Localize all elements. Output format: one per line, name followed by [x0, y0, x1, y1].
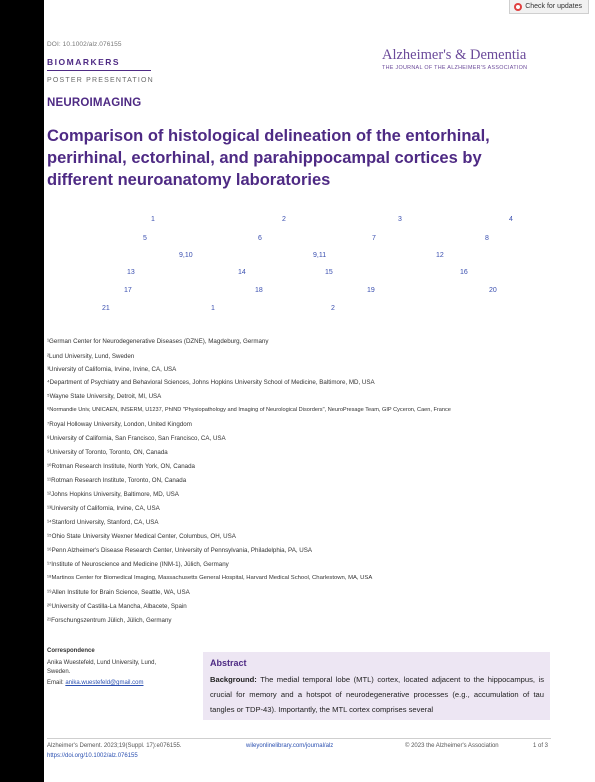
author-superscript[interactable]: 2: [282, 216, 286, 223]
footer-page-number: 1 of 3: [533, 743, 549, 749]
author-superscript[interactable]: 19: [367, 287, 375, 294]
affiliation-item: ²¹Forschungszentrum Jülich, Jülich, Germany: [47, 617, 172, 624]
abstract-text: [210, 672, 544, 717]
page-edge-band: [0, 0, 44, 782]
correspondence-name: Anika Wuestefeld, Lund University, Lund, Sweden.: [47, 660, 157, 675]
author-superscript[interactable]: 8: [485, 235, 489, 242]
article-title: Comparison of histological delineation of the entorhinal, perirhinal, ectorhinal, and parahippocampal cortices by different neuroanatomy laboratories: [47, 127, 490, 189]
affiliation-item: ⁹University of Toronto, Toronto, ON, Canada: [47, 449, 168, 456]
author-superscript[interactable]: 9,11: [313, 252, 327, 259]
author-superscript[interactable]: 1: [211, 305, 215, 312]
journal-logo: Alzheimer's & Dementia: [382, 47, 527, 63]
doi-header[interactable]: DOI: 10.1002/alz.076155: [47, 41, 122, 48]
footer-copyright: © 2023 the Alzheimer's Association: [405, 743, 499, 749]
affiliation-item: ⁸University of California, San Francisco, San Francisco, CA, USA: [47, 435, 226, 442]
affiliation-item: ⁵Wayne State University, Detroit, MI, USA: [47, 393, 162, 400]
affiliation-item: ¹⁷Institute of Neuroscience and Medicine (INM-1), Jülich, Germany: [47, 561, 229, 568]
author-superscript[interactable]: 6: [258, 235, 262, 242]
section-label: BIOMARKERS: [47, 57, 121, 67]
affiliation-item: ¹⁴Stanford University, Stanford, CA, USA: [47, 519, 159, 526]
affiliation-item: ¹³University of California, Irvine, CA, USA: [47, 505, 160, 512]
affiliation-item: ¹⁶Penn Alzheimer's Disease Research Center, University of Pennsylvania, Philadelphia, PA, USA: [47, 547, 312, 554]
affiliation-item: ²Lund University, Lund, Sweden: [47, 353, 135, 360]
check-updates-label: Check for updates: [525, 3, 582, 10]
affiliation-item: ¹¹Rotman Research Institute, Toronto, ON, Canada: [47, 477, 187, 484]
author-superscript[interactable]: 17: [124, 287, 132, 294]
email-label: Email:: [47, 680, 64, 686]
author-superscript[interactable]: 1: [151, 216, 155, 223]
author-superscript[interactable]: 7: [372, 235, 376, 242]
footer-doi-link[interactable]: https://doi.org/10.1002/alz.076155: [47, 753, 138, 759]
affiliation-item: ¹⁰Rotman Research Institute, North York, ON, Canada: [47, 463, 195, 470]
author-superscript[interactable]: 21: [102, 305, 110, 312]
author-superscript[interactable]: 16: [460, 269, 468, 276]
correspondence-label: Correspondence: [47, 648, 95, 654]
footer-citation: Alzheimer's Dement. 2023;19(Suppl. 17):e076155.: [47, 743, 182, 749]
author-superscript[interactable]: 12: [436, 252, 444, 259]
footer-journal-link[interactable]: wileyonlinelibrary.com/journal/alz: [246, 743, 334, 749]
author-superscript[interactable]: 5: [143, 235, 147, 242]
affiliation-item: ⁷Royal Holloway University, London, United Kingdom: [47, 421, 192, 428]
abstract-heading: Abstract: [210, 658, 247, 668]
affiliation-item: ⁴Department of Psychiatry and Behavioral Sciences, Johns Hopkins University School of Medicine, Baltimore, MD, USA: [47, 379, 375, 386]
affiliation-item: ¹⁹Allen Institute for Brain Science, Seattle, WA, USA: [47, 589, 190, 596]
abstract-background-label: Background:: [210, 675, 257, 684]
journal-subtitle: THE JOURNAL OF THE ALZHEIMER'S ASSOCIATION: [382, 65, 528, 71]
affiliation-item: ¹⁸Martinos Center for Biomedical Imaging, Massachusetts General Hospital, Harvard Medical School, Charlestown, MA, USA: [47, 575, 373, 581]
author-superscript[interactable]: 4: [509, 216, 513, 223]
author-superscript[interactable]: 3: [398, 216, 402, 223]
author-superscript[interactable]: 13: [127, 269, 135, 276]
subsection-label: POSTER PRESENTATION: [47, 77, 154, 84]
author-superscript[interactable]: 15: [325, 269, 333, 276]
topic-heading: NEUROIMAGING: [47, 97, 142, 109]
affiliation-item: ²⁰University of Castilla-La Mancha, Albacete, Spain: [47, 603, 187, 610]
crossmark-icon: [514, 3, 522, 11]
affiliation-item: ¹German Center for Neurodegenerative Diseases (DZNE), Magdeburg, Germany: [47, 338, 269, 345]
affiliation-item: ³University of California, Irvine, Irvine, CA, USA: [47, 366, 177, 373]
author-superscript[interactable]: 9,10: [179, 252, 193, 259]
author-superscript[interactable]: 20: [489, 287, 497, 294]
abstract-body: The medial temporal lobe (MTL) cortex, located adjacent to the hippocampus, is crucial for memory and a hotspot of neurodegenerative processes (e.g., accumulation of tau tangles or TDP-43). Importantly, the MTL cortex comprises several: [210, 675, 544, 714]
affiliation-item: ¹⁵Ohio State University Wexner Medical Center, Columbus, OH, USA: [47, 533, 236, 540]
affiliation-item: ¹²Johns Hopkins University, Baltimore, MD, USA: [47, 491, 179, 498]
check-for-updates-button[interactable]: [509, 0, 589, 14]
correspondence-email: [47, 680, 143, 686]
author-superscript[interactable]: 14: [238, 269, 246, 276]
footer-divider: [47, 738, 551, 739]
author-superscript[interactable]: 2: [331, 305, 335, 312]
section-divider: [47, 70, 151, 71]
email-link[interactable]: anika.wuestefeld@gmail.com: [65, 680, 144, 686]
author-superscript[interactable]: 18: [255, 287, 263, 294]
affiliation-item: ⁶Normandie Univ, UNICAEN, INSERM, U1237, PhIND "Physiopathology and Imaging of Neurological Disorders", NeuroPresage Team, GIP Cyceron, Caen, France: [47, 407, 451, 413]
